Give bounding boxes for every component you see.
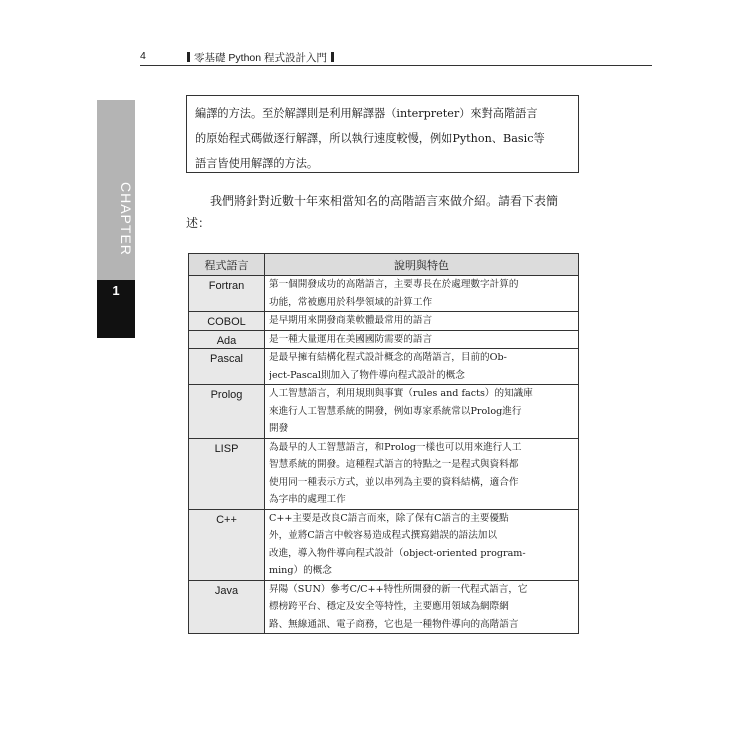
language-description bbox=[265, 580, 579, 634]
language-name: Prolog bbox=[189, 385, 265, 439]
desc-line: 智慧系統的開發。這種程式語言的特點之一是程式與資料都 bbox=[269, 459, 519, 470]
desc-line: C++主要是改良C語言而來，除了保有C語言的主要優點 bbox=[269, 512, 509, 524]
desc-line: 外，並將C語言中較容易造成程式撰寫錯誤的語法加以 bbox=[269, 530, 497, 541]
language-name: Pascal bbox=[189, 349, 265, 385]
desc-line: 路、無線通訊、電子商務，它也是一種物件導向的高階語言 bbox=[269, 618, 519, 630]
chapter-number: 1 bbox=[97, 280, 135, 338]
language-name: Java bbox=[189, 580, 265, 634]
note-line: 的原始程式碼做逐行解譯，所以執行速度較慢，例如Python、Basic等 bbox=[195, 132, 545, 145]
language-name: Fortran bbox=[189, 276, 265, 312]
table-row bbox=[189, 330, 579, 349]
chapter-label: CHAPTER bbox=[118, 182, 134, 256]
table-row bbox=[189, 509, 579, 580]
note-line: 語言皆使用解譯的方法。 bbox=[195, 157, 319, 170]
desc-line: 使用同一種表示方式，並以串列為主要的資料結構，適合作 bbox=[269, 476, 519, 488]
title-bar-right bbox=[331, 52, 334, 62]
header-rule bbox=[140, 65, 652, 66]
table-row bbox=[189, 312, 579, 331]
intro-paragraph bbox=[186, 190, 580, 234]
language-description bbox=[265, 385, 579, 439]
desc-line: 是一種大量運用在美國國防需要的語言 bbox=[269, 333, 433, 345]
note-line: 編譯的方法。至於解譯則是利用解譯器（interpreter）來對高階語言 bbox=[195, 107, 538, 120]
desc-line: 是早期用來開發商業軟體最常用的語言 bbox=[269, 315, 433, 326]
desc-line: ming）的概念 bbox=[269, 565, 332, 576]
language-description bbox=[265, 312, 579, 331]
language-description bbox=[265, 276, 579, 312]
title-bar-left bbox=[187, 52, 190, 62]
desc-line: 是最早擁有結構化程式設計概念的高階語言，目前的Ob- bbox=[269, 352, 507, 363]
header-language: 程式語言 bbox=[189, 254, 265, 276]
language-description bbox=[265, 349, 579, 385]
language-name: Ada bbox=[189, 330, 265, 349]
language-table bbox=[188, 253, 579, 634]
desc-line: ject-Pascal則加入了物件導向程式設計的概念 bbox=[269, 369, 465, 381]
desc-line: 改進，導入物件導向程式設計（object-oriented program- bbox=[269, 547, 526, 559]
desc-line: 來進行人工智慧系統的開發，例如專家系統常以Prolog進行 bbox=[269, 405, 522, 417]
desc-line: 昇陽（SUN）參考C/C++特性所開發的新一代程式語言，它 bbox=[269, 583, 528, 595]
language-name: C++ bbox=[189, 509, 265, 580]
desc-line: 功能，常被應用於科學領域的計算工作 bbox=[269, 296, 433, 308]
desc-line: 標榜跨平台、穩定及安全等特性，主要應用領域為網際網 bbox=[269, 601, 509, 612]
table-row bbox=[189, 349, 579, 385]
table-row bbox=[189, 385, 579, 439]
page-number: 4 bbox=[140, 50, 146, 62]
language-description bbox=[265, 330, 579, 349]
header-description: 說明與特色 bbox=[265, 254, 579, 276]
running-header bbox=[140, 50, 652, 64]
table-row bbox=[189, 580, 579, 634]
book-title-text: 零基礎 Python 程式設計入門 bbox=[194, 52, 328, 64]
language-name: LISP bbox=[189, 438, 265, 509]
language-description bbox=[265, 438, 579, 509]
desc-line: 為字串的處理工作 bbox=[269, 494, 346, 505]
intro-line: 述： bbox=[186, 216, 211, 230]
book-title bbox=[183, 50, 338, 65]
desc-line: 為最早的人工智慧語言，和Prolog一樣也可以用來進行人工 bbox=[269, 441, 522, 453]
intro-line: 我們將針對近數十年來相當知名的高階語言來做介紹。請看下表簡 bbox=[210, 194, 559, 208]
table-row bbox=[189, 438, 579, 509]
desc-line: 開發 bbox=[269, 423, 289, 434]
language-name: COBOL bbox=[189, 312, 265, 331]
table-row bbox=[189, 276, 579, 312]
desc-line: 人工智慧語言，利用規則與事實（rules and facts）的知識庫 bbox=[269, 388, 533, 399]
desc-line: 第一個開發成功的高階語言，主要專長在於處理數字計算的 bbox=[269, 279, 519, 290]
table-header-row bbox=[189, 254, 579, 276]
language-description bbox=[265, 509, 579, 580]
note-box bbox=[186, 95, 579, 173]
